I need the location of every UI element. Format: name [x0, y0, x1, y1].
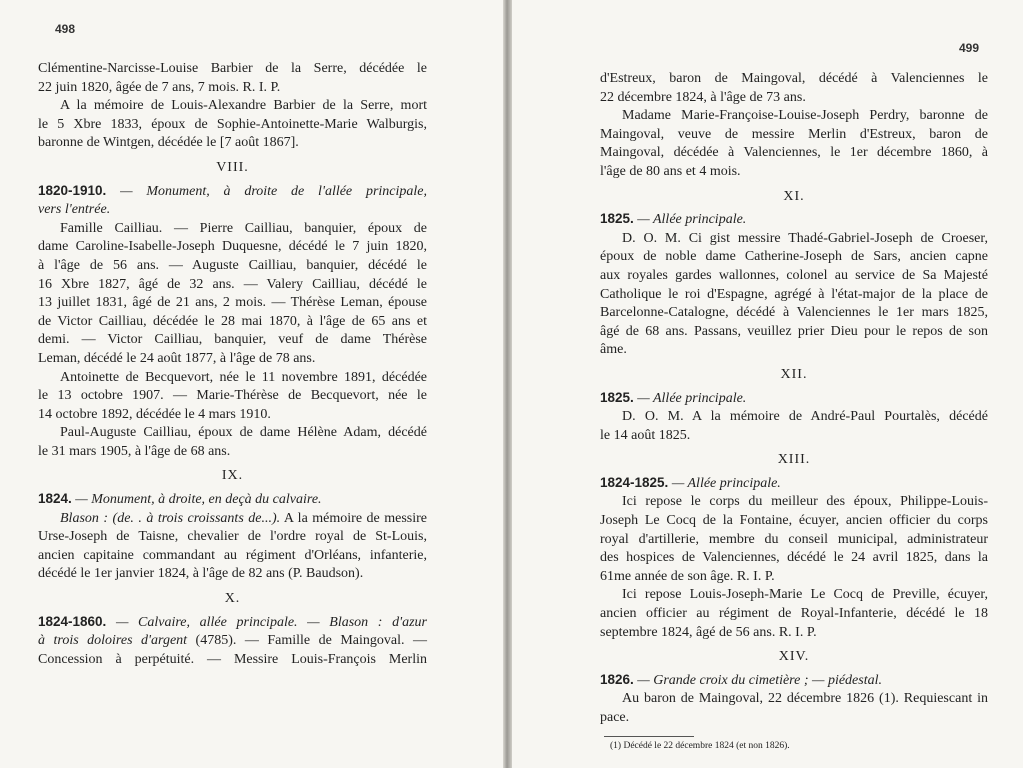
page-number-left: 498 — [55, 22, 76, 36]
entry-location: — Monument, à droite de l'allée principale, — [120, 183, 427, 199]
left-text-line — [38, 613, 427, 633]
left-text-line: 22 juin 1820, âgée de 7 ans, 7 mois. R. I. P. — [38, 79, 281, 95]
left-section-number: X. — [224, 591, 241, 607]
left-text-line: Blason : (de. . à trois croissants de...). A la mémoire de messire — [60, 510, 427, 526]
right-text-line — [600, 474, 988, 494]
right-text-line — [600, 210, 988, 230]
entry-location: — Allée principale. — [637, 390, 747, 406]
left-text-line: 13 juillet 1831, âgé de 21 ans, 2 mois. — Thérèse Leman, épouse — [38, 295, 427, 311]
entry-year: 1824-1860. — [38, 613, 107, 629]
right-text-line: d'Estreux, baron de Maingoval, décédé à Valenciennes le — [600, 71, 988, 86]
entry-year: 1820-1910. — [38, 182, 107, 198]
right-text-line — [600, 389, 988, 409]
right-text-line: ancien officier au régiment de Royal-Infanterie, décédé le 18 — [600, 606, 988, 622]
left-text-line — [38, 182, 427, 202]
footnote: (1) Décédé le 22 décembre 1824 (et non 1826). — [610, 740, 790, 751]
entry-location: — Allée principale. — [671, 475, 781, 491]
left-text-line: 16 Xbre 1827, âgé de 32 ans. — Valery Cailliau, décédé le — [38, 276, 427, 292]
right-text-line: Barcelonne-Catalogne, décédé à Valenciennes le 1er mars 1825, — [600, 305, 988, 321]
entry-year: 1826. — [600, 671, 634, 687]
right-text-line: le 14 août 1825. — [600, 427, 691, 443]
entry-year: 1824-1825. — [600, 474, 669, 490]
left-text-line: baronne de Wintgen, décédée le [7 août 1867]. — [38, 135, 299, 151]
blason-text: à trois doloires d'argent — [38, 633, 188, 649]
right-text-line: Maingoval, veuve de messire Merlin d'Estreux, baron de — [600, 126, 988, 142]
left-text-line: décédé le 1er janvier 1824, à l'âge de 82 ans (P. Baudson). — [38, 566, 364, 582]
entry-location: vers l'entrée. — [38, 202, 111, 218]
right-text-line: Ici repose le corps du meilleur des époux, Philippe-Louis- — [622, 494, 988, 510]
left-text-line: Famille Cailliau. — Pierre Cailliau, banquier, époux de — [60, 220, 427, 236]
right-section-number: XI. — [783, 188, 805, 204]
entry-location: — Monument, à droite, en deçà du calvaire. — [75, 492, 322, 508]
left-text-line: Paul-Auguste Cailliau, époux de dame Hélène Adam, décédé — [60, 425, 427, 441]
book-gutter — [503, 0, 512, 768]
left-text-line: Clémentine-Narcisse-Louise Barbier de la Serre, décédée le — [38, 61, 427, 76]
right-text-line: l'âge de 80 ans et 4 mois. — [600, 163, 741, 179]
left-section-number: IX. — [221, 468, 244, 484]
left-text-line: à trois doloires d'argent (4785). — Famille de Maingoval. — — [38, 633, 427, 649]
footnote-rule — [604, 736, 694, 737]
right-text-line: D. O. M. A la mémoire de André-Paul Pourtalès, décédé — [622, 409, 988, 425]
right-text-line: Madame Marie-Françoise-Louise-Joseph Perdry, baronne de — [622, 108, 988, 124]
left-text-line: Concession à perpétuité. — Messire Louis-François Merlin — [38, 651, 427, 667]
right-text-line: 61me année de son âge. R. I. P. — [600, 568, 775, 584]
left-text-line: à l'âge de 56 ans. — Auguste Cailliau, banquier, décédé le — [38, 257, 427, 273]
right-text-line: des hospices de Valenciennes, décédé le 24 avril 1825, dans la — [600, 550, 988, 566]
right-section-number: XII. — [780, 366, 808, 382]
left-text-line — [38, 201, 427, 220]
left-text-line: dame Caroline-Isabelle-Joseph Duquesne, décédé le 7 juin 1820, — [38, 239, 427, 255]
right-page — [512, 0, 1023, 768]
right-text-line — [600, 671, 988, 691]
right-text-line: époux de noble dame Catherine-Joseph de Sars, ancien capne — [600, 249, 988, 265]
entry-year: 1825. — [600, 389, 634, 405]
entry-location: — Calvaire, allée principale. — Blason : d'azur — [115, 614, 427, 630]
left-text-line: le 31 mars 1905, à l'âge de 68 ans. — [38, 443, 231, 459]
left-text-line — [38, 490, 427, 510]
left-text-line: le 13 octobre 1907. — Marie-Thérèse de Becquevort, née le — [38, 388, 427, 404]
right-text-line: Au baron de Maingoval, 22 décembre 1826 (1). Requiescant in — [622, 691, 988, 707]
entry-location: — Allée principale. — [637, 212, 747, 228]
right-text-line: Joseph Le Cocq de la Fontaine, écuyer, ancien officier du corps — [600, 513, 988, 529]
left-text-line: le 5 Xbre 1833, époux de Sophie-Antoinette-Marie Walburgis, — [38, 116, 427, 132]
right-page-text — [600, 70, 988, 752]
right-text-line: D. O. M. Ci gist messire Thadé-Gabriel-Joseph de Croeser, — [622, 230, 988, 246]
page-number-right: 499 — [959, 41, 980, 55]
right-text-line: royal d'artillerie, membre du conseil municipal, administrateur — [600, 531, 988, 547]
left-text-line: Leman, décédé le 24 août 1877, à l'âge de 78 ans. — [38, 350, 316, 366]
entry-location: — Grande croix du cimetière ; — piédestal. — [637, 672, 882, 688]
right-text-line: Ici repose Louis-Joseph-Marie Le Cocq de Preville, écuyer, — [622, 587, 988, 603]
right-text-line: Catholique le roi d'Espagne, agrégé à l'état-major de la place de — [600, 286, 988, 302]
left-text-line: ancien capitaine commandant au régiment d'Orléans, infanterie, — [38, 547, 427, 563]
right-section-number: XIV. — [778, 649, 810, 665]
left-text-line: demi. — Victor Cailliau, banquier, veuf de dame Thérèse — [38, 332, 427, 348]
left-text-line: A la mémoire de Louis-Alexandre Barbier de la Serre, mort — [60, 98, 427, 114]
right-text-line: âgé de 68 ans. Passans, veuillez prier Dieu pour le repos de son — [600, 323, 988, 339]
left-text-line: Urse-Joseph de Taisne, chevalier de l'ordre royal de St-Louis, — [38, 529, 427, 545]
left-section-number: VIII. — [216, 159, 249, 175]
left-page — [0, 0, 503, 768]
left-text-line: 14 octobre 1892, décédée le 4 mars 1910. — [38, 406, 271, 422]
left-text-line: de Victor Cailliau, décédée le 28 mai 1870, à l'âge de 65 ans et — [38, 313, 427, 329]
right-text-line: Maingoval, décédée à Valenciennes, le 1er décembre 1860, à — [600, 145, 988, 161]
right-text-line: septembre 1824, âgé de 56 ans. R. I. P. — [600, 624, 817, 640]
right-text-line: aux royales gardes wallonnes, colonel au service de Sa Majesté — [600, 267, 988, 283]
blason-text: Blason : (de. . à trois croissants de...). — [60, 510, 281, 526]
left-text-line: Antoinette de Becquevort, née le 11 novembre 1891, décédée — [60, 369, 427, 385]
right-text-line: 22 décembre 1824, à l'âge de 73 ans. — [600, 89, 806, 105]
right-section-number: XIII. — [777, 452, 811, 468]
entry-year: 1824. — [38, 491, 72, 507]
right-text-line: âme. — [600, 342, 627, 358]
left-page-text — [38, 60, 427, 669]
entry-year: 1825. — [600, 211, 634, 227]
right-text-line: pace. — [600, 710, 630, 725]
